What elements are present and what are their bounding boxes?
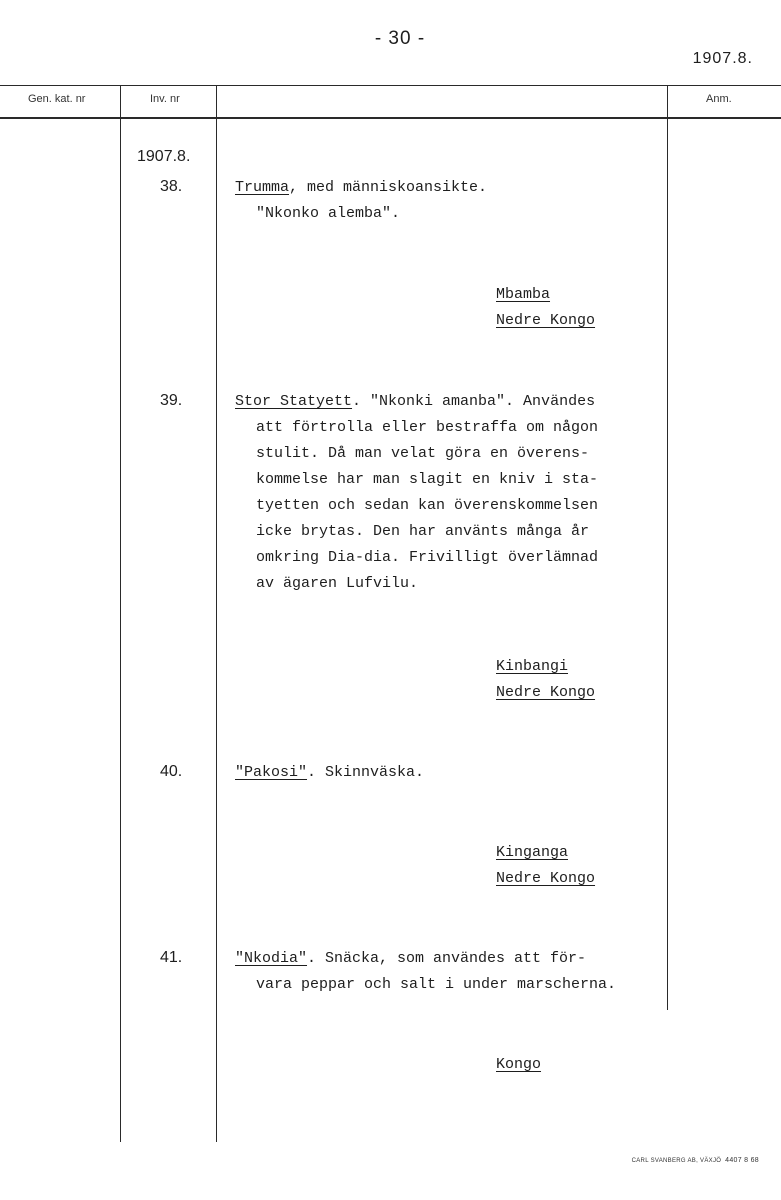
entry-region <box>496 866 595 892</box>
top-reference: 1907.8. <box>692 50 753 67</box>
entry-heading <box>235 175 487 201</box>
entry-heading-rest: . Skinnväska. <box>307 764 425 781</box>
entry-place <box>496 282 550 308</box>
group-label: 1907.8. <box>137 148 191 165</box>
header-bottom-rule <box>0 117 781 119</box>
region-name: Nedre Kongo <box>496 312 596 329</box>
entry-line: omkring Dia-dia. Frivilligt överlämnad <box>256 549 599 566</box>
region-name: Nedre Kongo <box>496 684 596 701</box>
entry-line: stulit. Då man velat göra en överens- <box>256 445 590 462</box>
entry-title: Stor Statyett <box>235 393 353 410</box>
place-name: Mbamba <box>496 286 551 303</box>
entry-heading-rest: . Snäcka, som användes att för- <box>307 950 587 967</box>
entry-title: Trumma <box>235 179 290 196</box>
entry-heading-rest: . "Nkonki amanba". Användes <box>352 393 596 410</box>
printer-name: CARL SVANBERG AB, VÄXJÖ <box>631 1158 722 1164</box>
entry-line: av ägaren Lufvilu. <box>256 575 419 592</box>
entry-heading <box>235 946 586 972</box>
entry-line: vara peppar och salt i under marscherna. <box>256 976 617 993</box>
place-name: Kongo <box>496 1056 542 1073</box>
column-header-gen-kat-nr: Gen. kat. nr <box>28 93 86 105</box>
place-name: Kinganga <box>496 844 569 861</box>
column-divider-3 <box>667 86 668 1010</box>
entry-number: 40. <box>160 763 183 780</box>
place-name: Kinbangi <box>496 658 569 675</box>
entry-heading <box>235 389 595 415</box>
entry-place <box>496 840 568 866</box>
column-divider-2 <box>216 86 217 1142</box>
entry-region <box>496 308 595 334</box>
entry-line: att förtrolla eller bestraffa om någon <box>256 419 599 436</box>
print-code: 4407 8 68 <box>725 1157 759 1164</box>
page-number: - 30 - <box>374 28 426 49</box>
entry-title: "Nkodia" <box>235 950 308 967</box>
entry-title: "Pakosi" <box>235 764 308 781</box>
entry-line: icke brytas. Den har använts många år <box>256 523 590 540</box>
region-name: Nedre Kongo <box>496 870 596 887</box>
entry-heading-rest: , med människoansikte. <box>289 179 488 196</box>
entry-number: 41. <box>160 949 183 966</box>
entry-line: "Nkonko alemba". <box>256 205 401 222</box>
entry-line: kommelse har man slagit en kniv i sta- <box>256 471 599 488</box>
entry-heading <box>235 760 424 786</box>
entry-region <box>496 680 595 706</box>
entry-number: 39. <box>160 392 183 409</box>
column-header-inv-nr: Inv. nr <box>150 93 180 105</box>
column-divider-1 <box>120 86 121 1142</box>
entry-place <box>496 1052 541 1078</box>
entry-line: tyetten och sedan kan överenskommelsen <box>256 497 599 514</box>
header-top-rule <box>0 85 781 86</box>
entry-number: 38. <box>160 178 183 195</box>
column-header-anm: Anm. <box>706 93 732 105</box>
entry-place <box>496 654 568 680</box>
printer-imprint <box>632 1157 759 1164</box>
